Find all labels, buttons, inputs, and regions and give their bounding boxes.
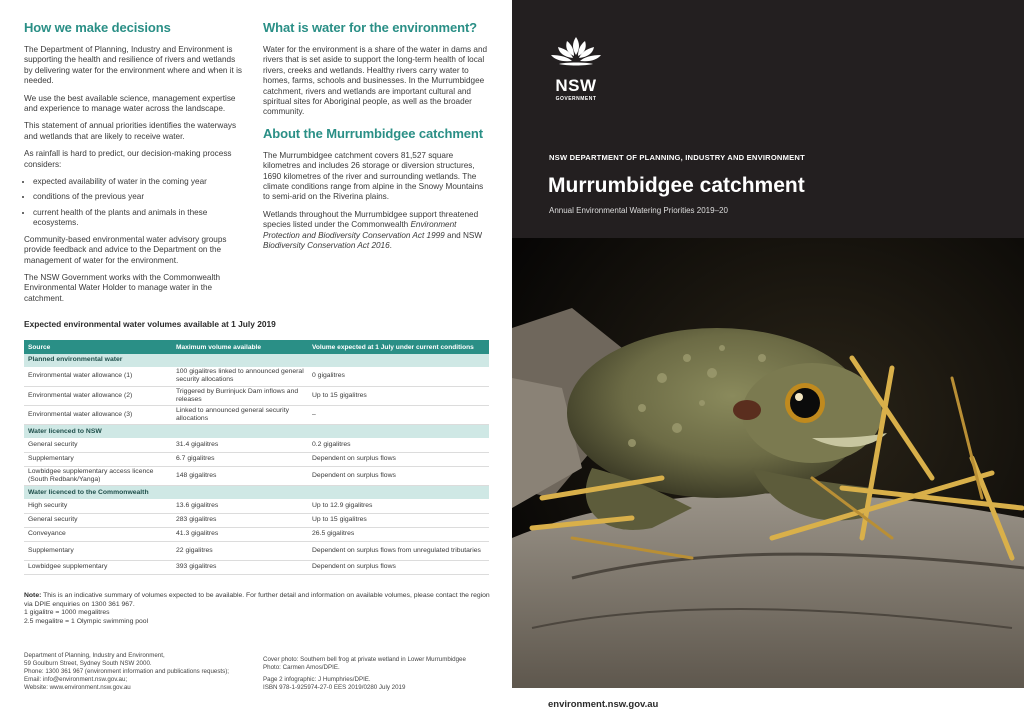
section-row [24,354,489,367]
note-label: Note: [24,592,42,599]
cell: 26.5 gigalitres [308,527,489,541]
section-label: Water licenced to the Commonwealth [24,486,489,500]
cell: Lowbidgee supplementary access licence (South Redbank/Yanga) [24,466,172,485]
credit-line: Cover photo: Southern bell frog at private wetland in Lower Murrumbidgee [263,656,466,663]
document-subtitle: Annual Environmental Watering Priorities 2019–20 [549,206,728,215]
cell: 22 gigalitres [172,541,308,560]
frog-illustration [512,238,1024,688]
cell: 283 gigalitres [172,513,308,527]
column-header: Maximum volume available [172,340,308,354]
heading-about-catchment: About the Murrumbidgee catchment [263,125,483,141]
text-run: . [389,241,392,251]
cell: Supplementary [24,541,172,560]
act-name: Environment Protection and Biodiversity Conservation Act 1999 [263,220,457,240]
table-row [24,386,489,405]
paragraph: Community-based environmental water advisory groups provide feedback and advice to the Department on the management of water for the environment. [24,234,227,265]
how-we-make-decisions-section [24,20,246,311]
table-note [24,592,494,626]
website-url: environment.nsw.gov.au [548,699,659,710]
water-for-environment-section [263,20,489,259]
cell: 100 gigalitres linked to announced general security allocations [172,367,308,386]
cell: 41.3 gigalitres [172,527,308,541]
paragraph: This statement of annual priorities identifies the waterways and wetlands that are likely to receive water. [24,121,237,141]
cell: 6.7 gigalitres [172,452,308,466]
paragraph: Water for the environment is a share of the water in dams and rivers that is set aside to support the long-term health of local rivers, creeks and wetlands. Healthy rivers carry water to homes, farms, schools and businesses. In the Murrumbidgee catchment, rivers and wetlands are important cultural and spiritual sites for Aboriginal people, as well as the broader community. [263,45,488,117]
cell: Supplementary [24,452,172,466]
paragraph: As rainfall is hard to predict, our decision-making process considers: [24,149,232,169]
table-row [24,513,489,527]
section-row [24,486,489,500]
cover-photo-frog [512,238,1024,688]
cell: Environmental water allowance (3) [24,405,172,424]
address-line: 59 Goulburn Street, Sydney South NSW 2000. [24,660,152,668]
table-row [24,541,489,560]
paragraph: The Murrumbidgee catchment covers 81,527 square kilometres and includes 26 storage or diversion structures, 1690 kilometres of the river and surrounding wetlands. The climate conditions range from alpine in the Snowy Mountains to semi-arid on the Riverina plains. [263,150,484,202]
cell: General security [24,438,172,452]
credit-line: ISBN 978-1-925974-27-0 EES 2019/0280 July 2019 [263,684,406,692]
cell: 0.2 gigalitres [308,438,489,452]
considerations-list [24,177,246,229]
cell: Triggered by Burrinjuck Dam inflows and releases [172,386,308,405]
column-header: Volume expected at 1 July under current conditions [308,340,489,354]
table-row [24,405,489,424]
list-item: • conditions of the previous year [33,192,246,202]
cell: 31.4 gigalitres [172,438,308,452]
cell: 0 gigalitres [308,367,489,386]
table-row [24,560,489,574]
cell: Up to 15 gigalitres [308,513,489,527]
act-name: Biodiversity Conservation Act 2016 [263,241,390,251]
credit-line: Photo: Carmen Amos/DPIE. [263,664,340,672]
cover-panel [512,0,1024,724]
note-line [24,592,494,609]
cell: Lowbidgee supplementary [24,560,172,574]
cell: 13.6 gigalitres [172,499,308,513]
cell: – [308,405,489,424]
nsw-government-logo [547,35,605,102]
cell: Linked to announced general security allocations [172,405,308,424]
logo-nsw: NSW [555,76,597,95]
table-row [24,452,489,466]
cover-credits [263,656,493,692]
cell: Dependent on surplus flows [308,452,489,466]
table-row [24,367,489,386]
cell: Dependent on surplus flows from unregulated tributaries [308,541,489,560]
cell: Environmental water allowance (1) [24,367,172,386]
table-header-row [24,340,489,354]
table-row [24,466,489,485]
heading-how-we-make-decisions: How we make decisions [24,20,171,35]
address-line: Department of Planning, Industry and Environment, [24,652,165,659]
list-item: • current health of the plants and animals in these ecosystems. [33,208,246,229]
paragraph: The NSW Government works with the Commonwealth Environmental Water Holder to manage water in the catchment. [24,272,221,303]
cell: Up to 15 gigalitres [308,386,489,405]
table-row [24,499,489,513]
note-line: 1 gigalitre = 1000 megalitres [24,609,110,617]
address-line: Website: www.environment.nsw.gov.au [24,684,131,692]
contact-address [24,652,254,692]
list-item: • expected availability of water in the coming year [33,177,246,187]
note-line: 2.5 megalitre = 1 Olympic swimming pool [24,617,149,625]
cell: Conveyance [24,527,172,541]
cell: General security [24,513,172,527]
department-name: NSW DEPARTMENT OF PLANNING, INDUSTRY AND ENVIRONMENT [549,153,805,162]
heading-what-is-water: What is water for the environment? [263,20,478,35]
cell: Dependent on surplus flows [308,466,489,485]
note-text: This is an indicative summary of volumes expected to be available. For further detail and information on available volumes, please contact the region via DPIE enquiries on 1300 361 967. [24,592,490,608]
document-title: Murrumbidgee catchment [548,174,805,197]
title-block [512,0,1024,238]
cell: Dependent on surplus flows [308,560,489,574]
waratah-icon [547,35,605,69]
paragraph: We use the best available science, management expertise and experience to manage water across the landscape. [24,93,236,114]
address-line: Email: info@environment.nsw.gov.au; [24,676,128,684]
credit-line: Page 2 infographic: J Humphries/DPIE. [263,676,371,684]
cell: 148 gigalitres [172,466,308,485]
address-line: Phone: 1300 361 967 (environment information and publications requests); [24,668,230,676]
cell: High security [24,499,172,513]
table-row [24,438,489,452]
table-row [24,527,489,541]
cell: Up to 12.9 gigalitres [308,499,489,513]
cell: Environmental water allowance (2) [24,386,172,405]
section-label: Water licenced to NSW [24,425,489,439]
section-label: Planned environmental water [24,354,489,367]
section-row [24,425,489,439]
table-title: Expected environmental water volumes available at 1 July 2019 [24,319,276,329]
paragraph-legislation [263,210,489,252]
logo-government: GOVERNMENT [555,96,597,102]
text-run: and NSW [444,230,483,240]
paragraph: The Department of Planning, Industry and Environment is supporting the health and resilience of rivers and wetlands by delivering water for the environment where and when it is needed. [24,45,242,86]
cell: 393 gigalitres [172,560,308,574]
column-header: Source [24,340,172,354]
water-volumes-table [24,340,489,575]
text-run: Wetlands throughout the Murrumbidgee support threatened species listed under the Commonwealth [263,209,479,230]
